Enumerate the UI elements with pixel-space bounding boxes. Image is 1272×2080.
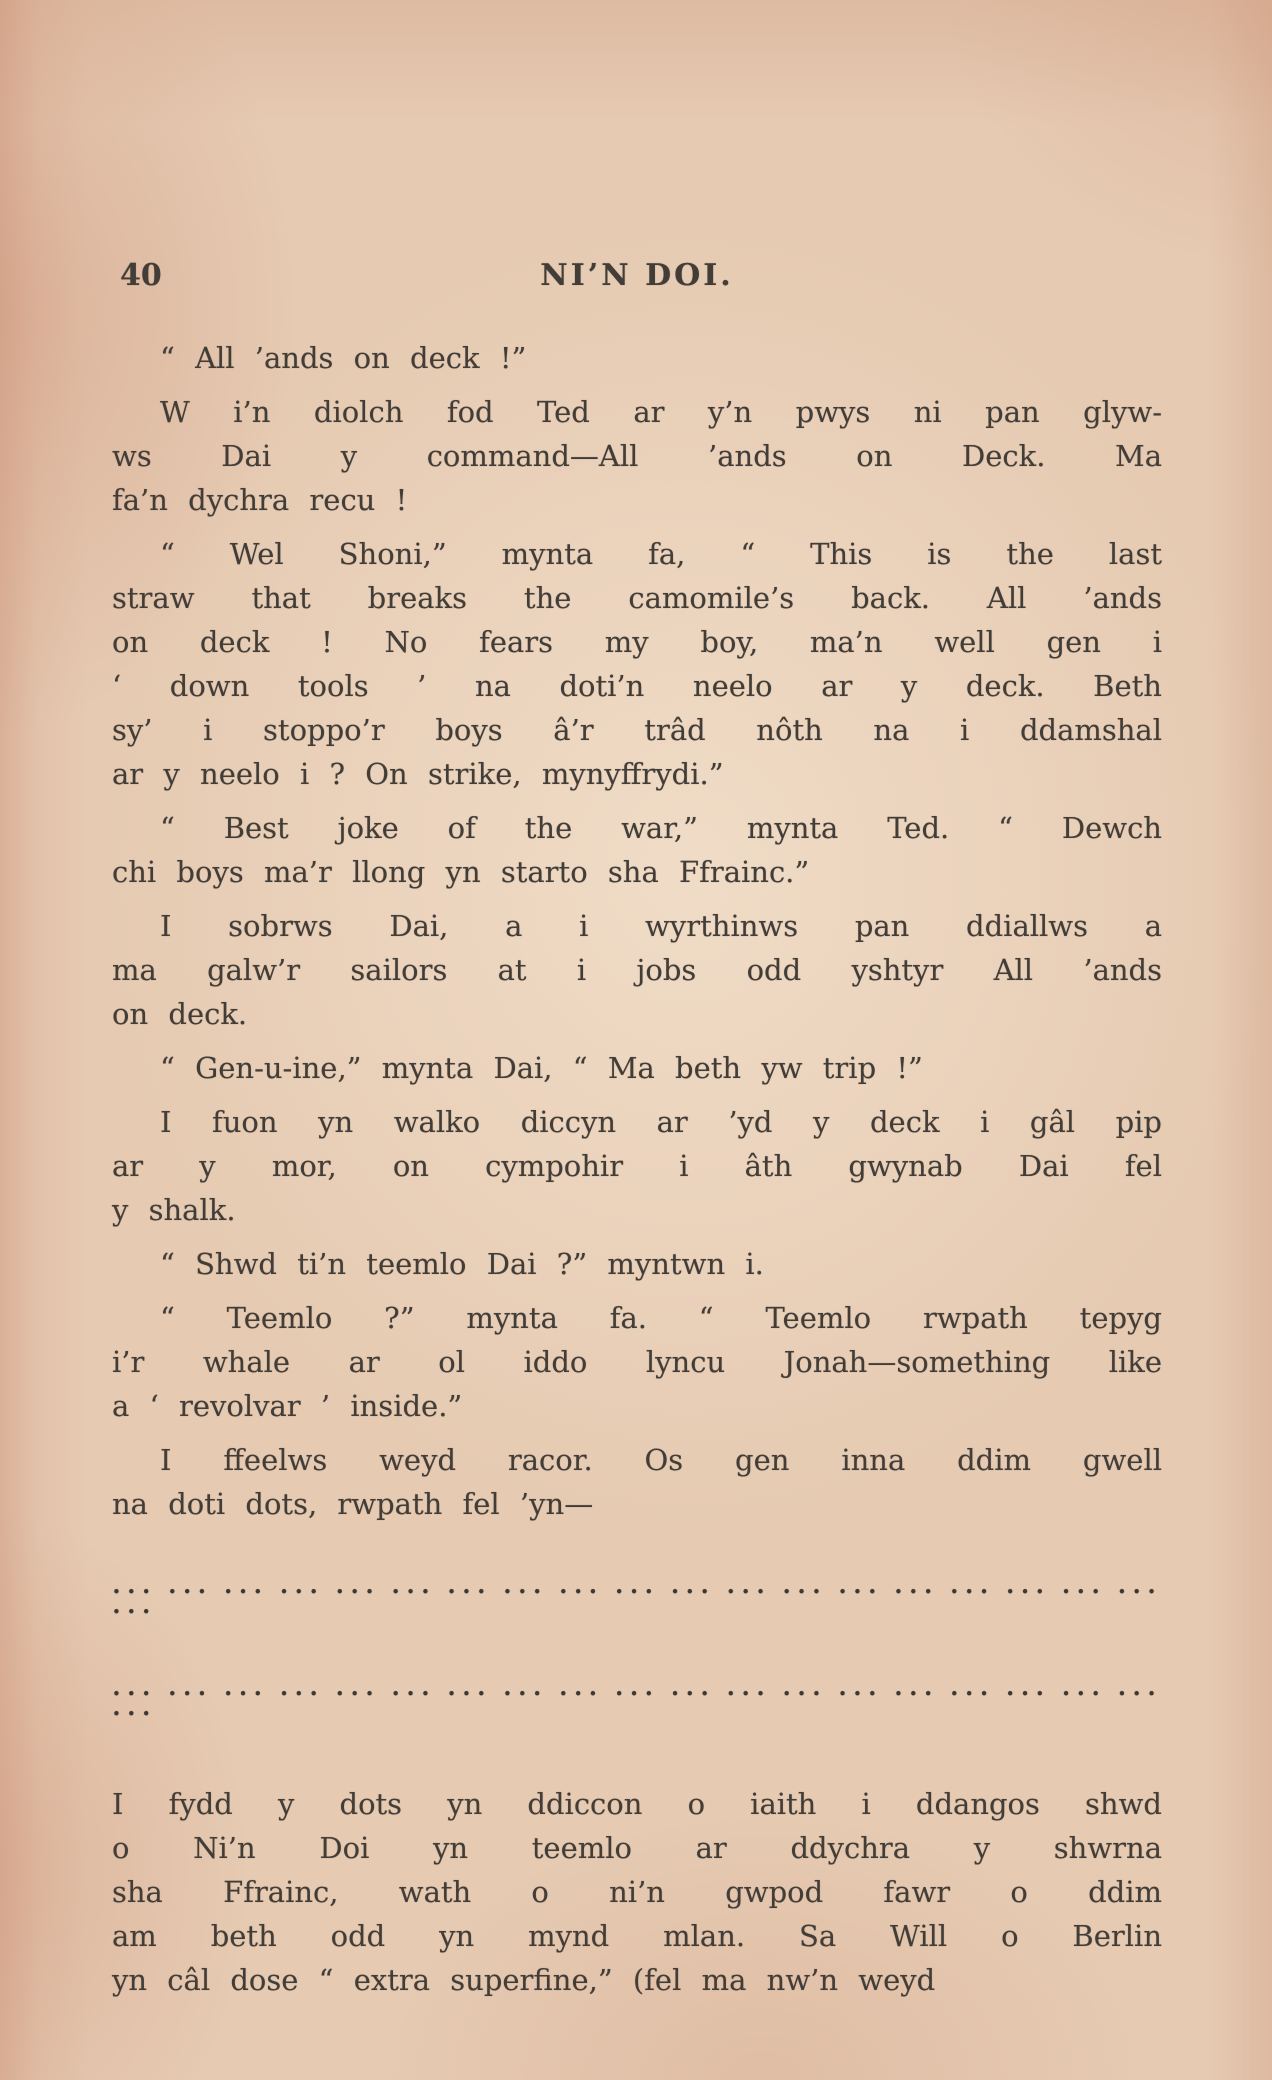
text-line: on deck ! No fears my boy, ma’n well gen i xyxy=(112,625,1162,659)
text-line: sha Ffrainc, wath o ni’n gwpod fawr o ddim xyxy=(112,1875,1162,1909)
text-line: “ Wel Shoni,” mynta fa, “ This is the last xyxy=(160,537,1162,571)
text-line: I fydd y dots yn ddiccon o iaith i ddangos shwd xyxy=(112,1787,1162,1821)
text-line: W i’n diolch fod Ted ar y’n pwys ni pan glyw- xyxy=(160,395,1162,429)
text-line: “ Gen-u-ine,” mynta Dai, “ Ma beth yw trip !” xyxy=(160,1051,923,1085)
paragraph xyxy=(112,1438,1162,1526)
text-line: ws Dai y command—All ’ands on Deck. Ma xyxy=(112,439,1162,473)
text-line: I fuon yn walko diccyn ar ’yd y deck i gâl pip xyxy=(160,1105,1162,1139)
paragraph xyxy=(112,390,1162,522)
text-line: chi boys ma’r llong yn starto sha Ffrainc.” xyxy=(112,855,810,889)
text-line: ‘ down tools ’ na doti’n neelo ar y deck. Beth xyxy=(112,669,1162,703)
dotted-line: ••• ••• ••• ••• ••• ••• ••• ••• ••• ••• ••• ••• ••• ••• ••• ••• ••• ••• ••• ••• xyxy=(112,1583,1162,1621)
text-line: on deck. xyxy=(112,997,248,1031)
paragraph xyxy=(112,1296,1162,1428)
page-number: 40 xyxy=(120,258,162,293)
text-line: “ Best joke of the war,” mynta Ted. “ Dewch xyxy=(160,811,1162,845)
text-line: I sobrws Dai, a i wyrthinws pan ddiallws a xyxy=(160,909,1162,943)
paragraph xyxy=(112,532,1162,796)
text-line: I ffeelws weyd racor. Os gen inna ddim gwell xyxy=(160,1443,1162,1477)
paragraph xyxy=(112,806,1162,894)
paragraph xyxy=(112,1782,1162,2002)
text-line: “ All ’ands on deck !” xyxy=(160,341,527,375)
text-line: o Ni’n Doi yn teemlo ar ddychra y shwrna xyxy=(112,1831,1162,1865)
text-line: y shalk. xyxy=(112,1193,236,1227)
text-line: a ‘ revolvar ’ inside.” xyxy=(112,1389,463,1423)
paragraph xyxy=(112,904,1162,1036)
dotted-line: ••• ••• ••• ••• ••• ••• ••• ••• ••• ••• ••• ••• ••• ••• ••• ••• ••• ••• ••• ••• xyxy=(112,1685,1162,1723)
text-line: i’r whale ar ol iddo lyncu Jonah—something like xyxy=(112,1345,1162,1379)
text-line: sy’ i stoppo’r boys â’r trâd nôth na i ddamshal xyxy=(112,713,1162,747)
running-header xyxy=(112,258,1162,302)
text-line: ma galw’r sailors at i jobs odd yshtyr All ’ands xyxy=(112,953,1162,987)
paragraph xyxy=(112,336,1162,380)
paragraph xyxy=(112,1242,1162,1286)
text-line: am beth odd yn mynd mlan. Sa Will o Berlin xyxy=(112,1919,1162,1953)
text-line: “ Shwd ti’n teemlo Dai ?” myntwn i. xyxy=(160,1247,764,1281)
page-title: NI’N DOI. xyxy=(540,258,734,293)
text-line: straw that breaks the camomile’s back. All ’ands xyxy=(112,581,1162,615)
text-line: “ Teemlo ?” mynta fa. “ Teemlo rwpath tepyg xyxy=(160,1301,1162,1335)
text-block xyxy=(112,258,1162,2012)
text-line: na doti dots, rwpath fel ’yn— xyxy=(112,1487,594,1521)
paragraph xyxy=(112,1046,1162,1090)
text-line: yn câl dose “ extra superfine,” (fel ma nw’n weyd xyxy=(112,1963,936,1997)
text-line: fa’n dychra recu ! xyxy=(112,483,408,517)
text-line: ar y neelo i ? On strike, mynyffrydi.” xyxy=(112,757,724,791)
paragraph xyxy=(112,1100,1162,1232)
text-line: ar y mor, on cympohir i âth gwynab Dai fel xyxy=(112,1149,1162,1183)
